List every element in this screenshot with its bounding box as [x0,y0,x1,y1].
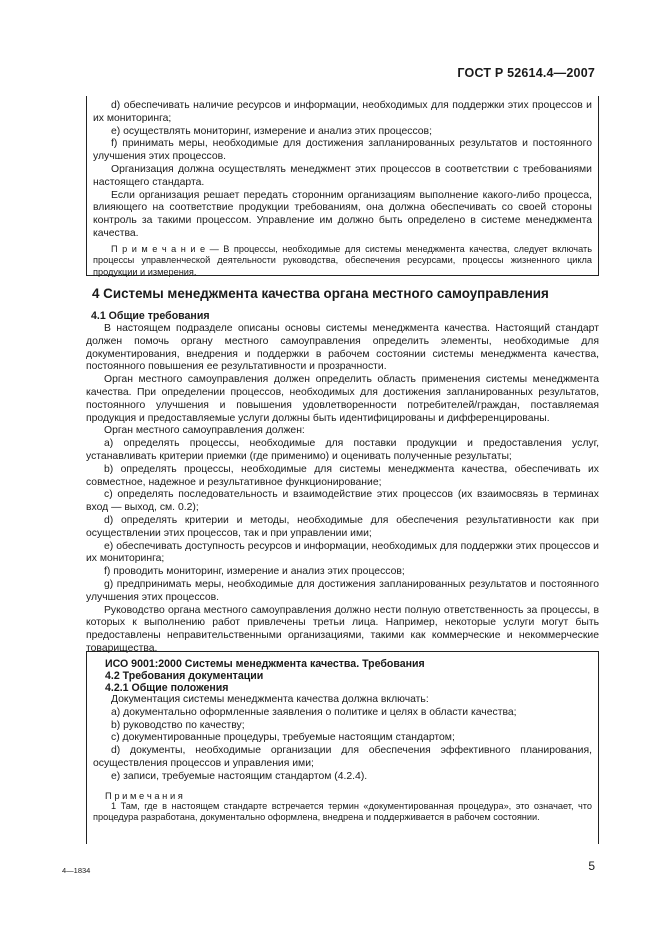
list-item: d) документы, необходимые организации для обеспечения эффективного планирования, осуществления процессов и управления ими; [93,745,592,769]
paragraph: В настоящем подразделе описаны основы системы менеджмента качества. Настоящий стандарт должен помочь органу местного самоуправления определить элементы, необходимые для документирования, внедрения и поддержки в рабочем состоянии системы менеджмента качества, постоянного повышения ее результативности и прозрачности. [86,323,599,373]
list-item: f) проводить мониторинг, измерение и анализ этих процессов; [104,566,405,578]
quote-box-iso [86,651,599,844]
list-item: a) документально оформленные заявления о политике и целях в области качества; [111,706,517,718]
box-title: ИСО 9001:2000 Системы менеджмента качества. Требования [105,658,425,670]
list-item: e) записи, требуемые настоящим стандартом (4.2.4). [111,770,368,782]
list-item: g) предпринимать меры, необходимые для достижения запланированных результатов и постоянного улучшения этих процессов. [86,578,599,603]
subsection-heading: 4.1 Общие требования [91,310,210,322]
list-item: f) принимать меры, необходимые для достижения запланированных результатов и постоянного улучшения этих процессов. [93,138,592,163]
footer-code: 4—1834 [62,866,91,875]
list-item: e) осуществлять мониторинг, измерение и анализ этих процессов; [111,125,432,137]
paragraph: Если организация решает передать сторонним организациям выполнение какого-либо процесса, влияющего на соответствие продукции требованиям, она должна обеспечивать со своей стороны контроль за такими процессом. Управление им должно быть определено в системе менеджмента качества. [93,189,592,239]
box-subheading: 4.2 Требования документации [105,670,264,682]
list-item: c) документированные процедуры, требуемые настоящим стандартом; [111,732,455,744]
list-item: b) руководство по качеству; [111,719,245,731]
list-item: b) определять процессы, необходимые для системы менеджмента качества, обеспечивать их совместное, надежное и результативное функционирование; [86,463,599,488]
note [93,244,592,279]
note-label: П р и м е ч а н и е [111,243,206,254]
list-item: d) определять критерии и методы, необходимые для обеспечения результативности как при осуществлении этих процессов, так и при управлении ими; [86,514,599,539]
list-item: c) определять последовательность и взаимодействие этих процессов (их взаимосвязь в терминах вход — выход, см. 0.2); [86,489,599,514]
paragraph: Руководство органа местного самоуправления должно нести полную ответственность за процессы, в которых к выполнению работ привлечены третьи лица. Например, некоторые услуги могут быть предоставлены неправительственными организациями, такими как коммерческие и некоммерческие товарищества. [86,604,599,654]
list-item: d) обеспечивать наличие ресурсов и информации, необходимых для поддержки этих процессов и их мониторинга; [93,100,592,124]
document-code: ГОСТ Р 52614.4—2007 [457,66,595,80]
paragraph: Документация системы менеджмента качества должна включать: [111,694,429,705]
paragraph: Орган местного самоуправления должен определить область применения системы менеджмента качества. При определении процессов, необходимых для достижения запланированных результатов, постоянного улучшения и повышения удовлетворенности потребителей/граждан, поставляемая продукция и предоставляемые услуги должны быть идентифицированы и дифференцированы. [86,374,599,424]
section-body [86,307,599,656]
paragraph: Организация должна осуществлять менеджмент этих процессов в соответствии с требованиями настоящего стандарта. [93,163,592,188]
page-number: 5 [588,859,595,873]
quote-box-top [86,96,599,276]
notes-title: П р и м е ч а н и я [105,789,183,801]
paragraph: Орган местного самоуправления должен: [104,425,305,437]
list-item: e) обеспечивать доступность ресурсов и информации, необходимых для поддержки этих процессов и их мониторинга; [86,540,599,565]
note-text: — В процессы, необходимые для системы менеджмента качества, следует включать процессы управленческой деятельности руководства, обеспечения ресурсами, процессы жизненного цикла продукции и измерения. [93,243,592,277]
section-heading: 4 Системы менеджмента качества органа местного самоуправления [92,286,549,301]
list-item: a) определять процессы, необходимые для поставки продукции и предоставления услуг, устанавливать критерии приемки (где применимо) и оценивать полученные результаты; [86,438,599,462]
box-subheading: 4.2.1 Общие положения [105,682,229,694]
note: 1 Там, где в настоящем стандарте встречается термин «документированная процедура», это означает, что процедура разработана, документально оформлена, внедрена и поддерживается в рабочем состоянии. [93,800,592,823]
